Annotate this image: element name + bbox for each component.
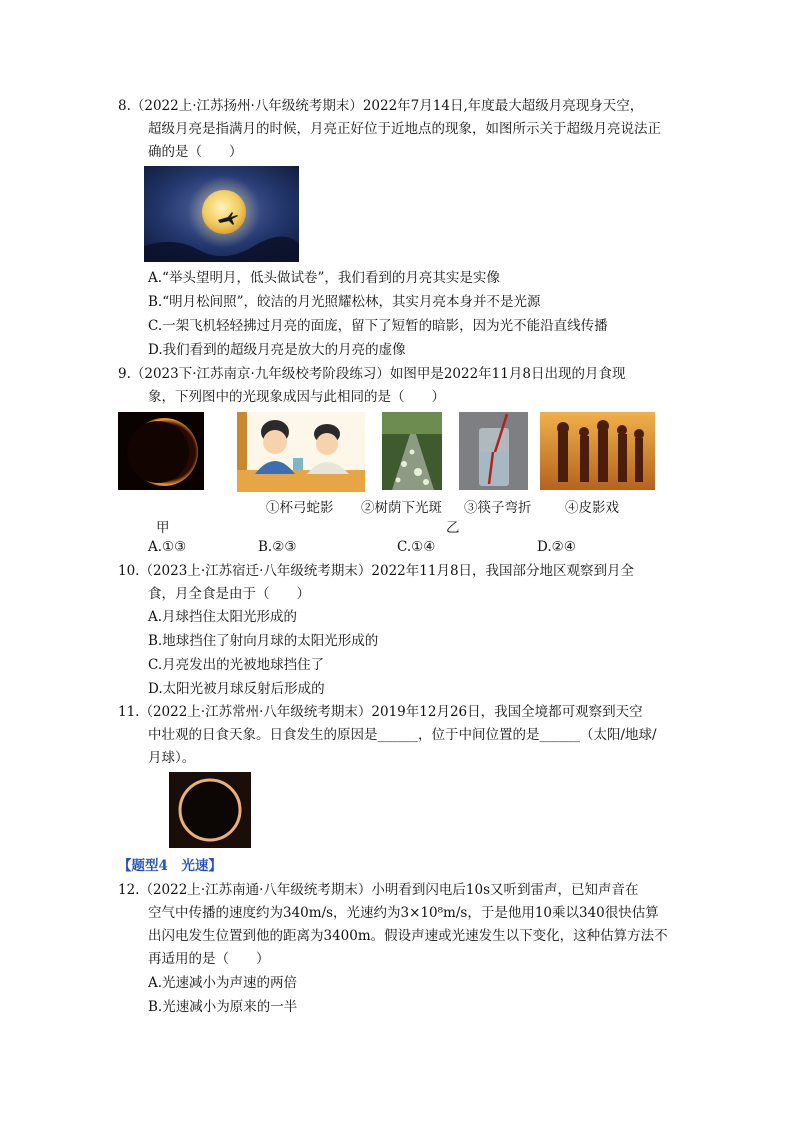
bent-chopstick-illustration <box>459 412 528 490</box>
q12-line-3: 出闪电发生位置到他的距离为3400m。假设声速或光速发生以下变化，这种估算方法不 <box>148 928 668 944</box>
supermoon-illustration <box>144 166 299 262</box>
q12-option-b: B.光速减小为原来的一半 <box>148 999 298 1015</box>
q8-option-b: B.“明月松间照”，皎洁的月光照耀松林，其实月亮本身并不是光源 <box>148 294 541 310</box>
bent-chopstick-image <box>459 412 528 490</box>
q10-line-2: 食，月全食是由于（ ） <box>148 586 310 602</box>
q10-option-b: B.地球挡住了射向月球的太阳光形成的 <box>148 633 379 649</box>
q12-line-4: 再适用的是（ ） <box>148 951 270 967</box>
q8-line-1: 8.（2022上·江苏扬州·八年级统考期末）2022年7月14日,年度最大超级月亮现身天空， <box>118 98 644 114</box>
q10-option-d: D.太阳光被月球反射后形成的 <box>148 681 325 697</box>
q8-option-c: C.一架飞机轻轻拂过月亮的面庞，留下了短暂的暗影，因为光不能沿直线传播 <box>148 318 608 334</box>
q12-line-1: 12.（2022上·江苏南通·八年级统考期末）小明看到闪电后10s又听到雷声，已知声音在 <box>118 882 639 898</box>
q9-line-1: 9.（2023下·江苏南京·九年级校考阶段练习）如图甲是2022年11月8日出现的月食现 <box>118 366 626 382</box>
q11-line-2: 中壮观的日食天象。日食发生的原因是______，位于中间位置的是______（太阳/地球/ <box>148 727 657 743</box>
solar-eclipse-illustration <box>169 772 251 848</box>
caption-shadow-puppet: ④皮影戏 <box>565 500 619 516</box>
q9-line-2: 象，下列图中的光现象成因与此相同的是（ ） <box>148 389 445 405</box>
solar-eclipse-image <box>169 772 251 848</box>
q9-option-b: B.②③ <box>258 539 297 555</box>
q8-option-a: A.“举头望明月，低头做试卷”，我们看到的月亮其实是实像 <box>148 270 500 286</box>
q8-line-3: 确的是（ ） <box>148 144 243 160</box>
q9-option-c: C.①④ <box>397 539 436 555</box>
q12-option-a: A.光速减小为声速的两倍 <box>148 975 298 991</box>
section-heading: 【题型4 光速】 <box>118 858 222 874</box>
q11-line-3: 月球）。 <box>148 750 196 766</box>
q8-line-2: 超级月亮是指满月的时候，月亮正好位于近地点的现象，如图所示关于超级月亮说法正 <box>148 121 661 137</box>
cup-bow-snake-illustration <box>237 412 365 492</box>
figure-label-yi: 乙 <box>446 520 460 536</box>
q11-line-1: 11.（2022上·江苏常州·八年级统考期末）2019年12月26日，我国全境都可观察到天空 <box>118 704 643 720</box>
tree-shade-image <box>382 412 442 490</box>
q12-line-2: 空气中传播的速度约为340m/s，光速约为3×10⁸m/s，于是他用10乘以340很快估算 <box>148 905 659 921</box>
caption-tree-shade: ②树荫下光斑 <box>361 500 442 516</box>
q10-option-c: C.月亮发出的光被地球挡住了 <box>148 657 325 673</box>
q10-option-a: A.月球挡住太阳光形成的 <box>148 609 298 625</box>
lunar-eclipse-illustration <box>118 412 204 490</box>
figure-label-jia: 甲 <box>156 520 170 536</box>
q9-option-a: A.①③ <box>148 539 187 555</box>
q10-line-1: 10.（2023上·江苏宿迁·八年级统考期末）2022年11月8日，我国部分地区观察到月全 <box>118 563 635 579</box>
tree-shade-illustration <box>382 412 442 490</box>
q8-option-d: D.我们看到的超级月亮是放大的月亮的虚像 <box>148 342 406 358</box>
caption-bent-chopstick: ③筷子弯折 <box>464 500 532 516</box>
supermoon-image <box>144 166 299 262</box>
q9-option-d: D.②④ <box>537 539 576 555</box>
caption-cup-bow-snake: ①杯弓蛇影 <box>266 500 334 516</box>
lunar-eclipse-image <box>118 412 204 490</box>
cup-bow-snake-image <box>237 412 365 492</box>
shadow-puppet-image <box>540 412 655 490</box>
shadow-puppet-illustration <box>540 412 655 490</box>
